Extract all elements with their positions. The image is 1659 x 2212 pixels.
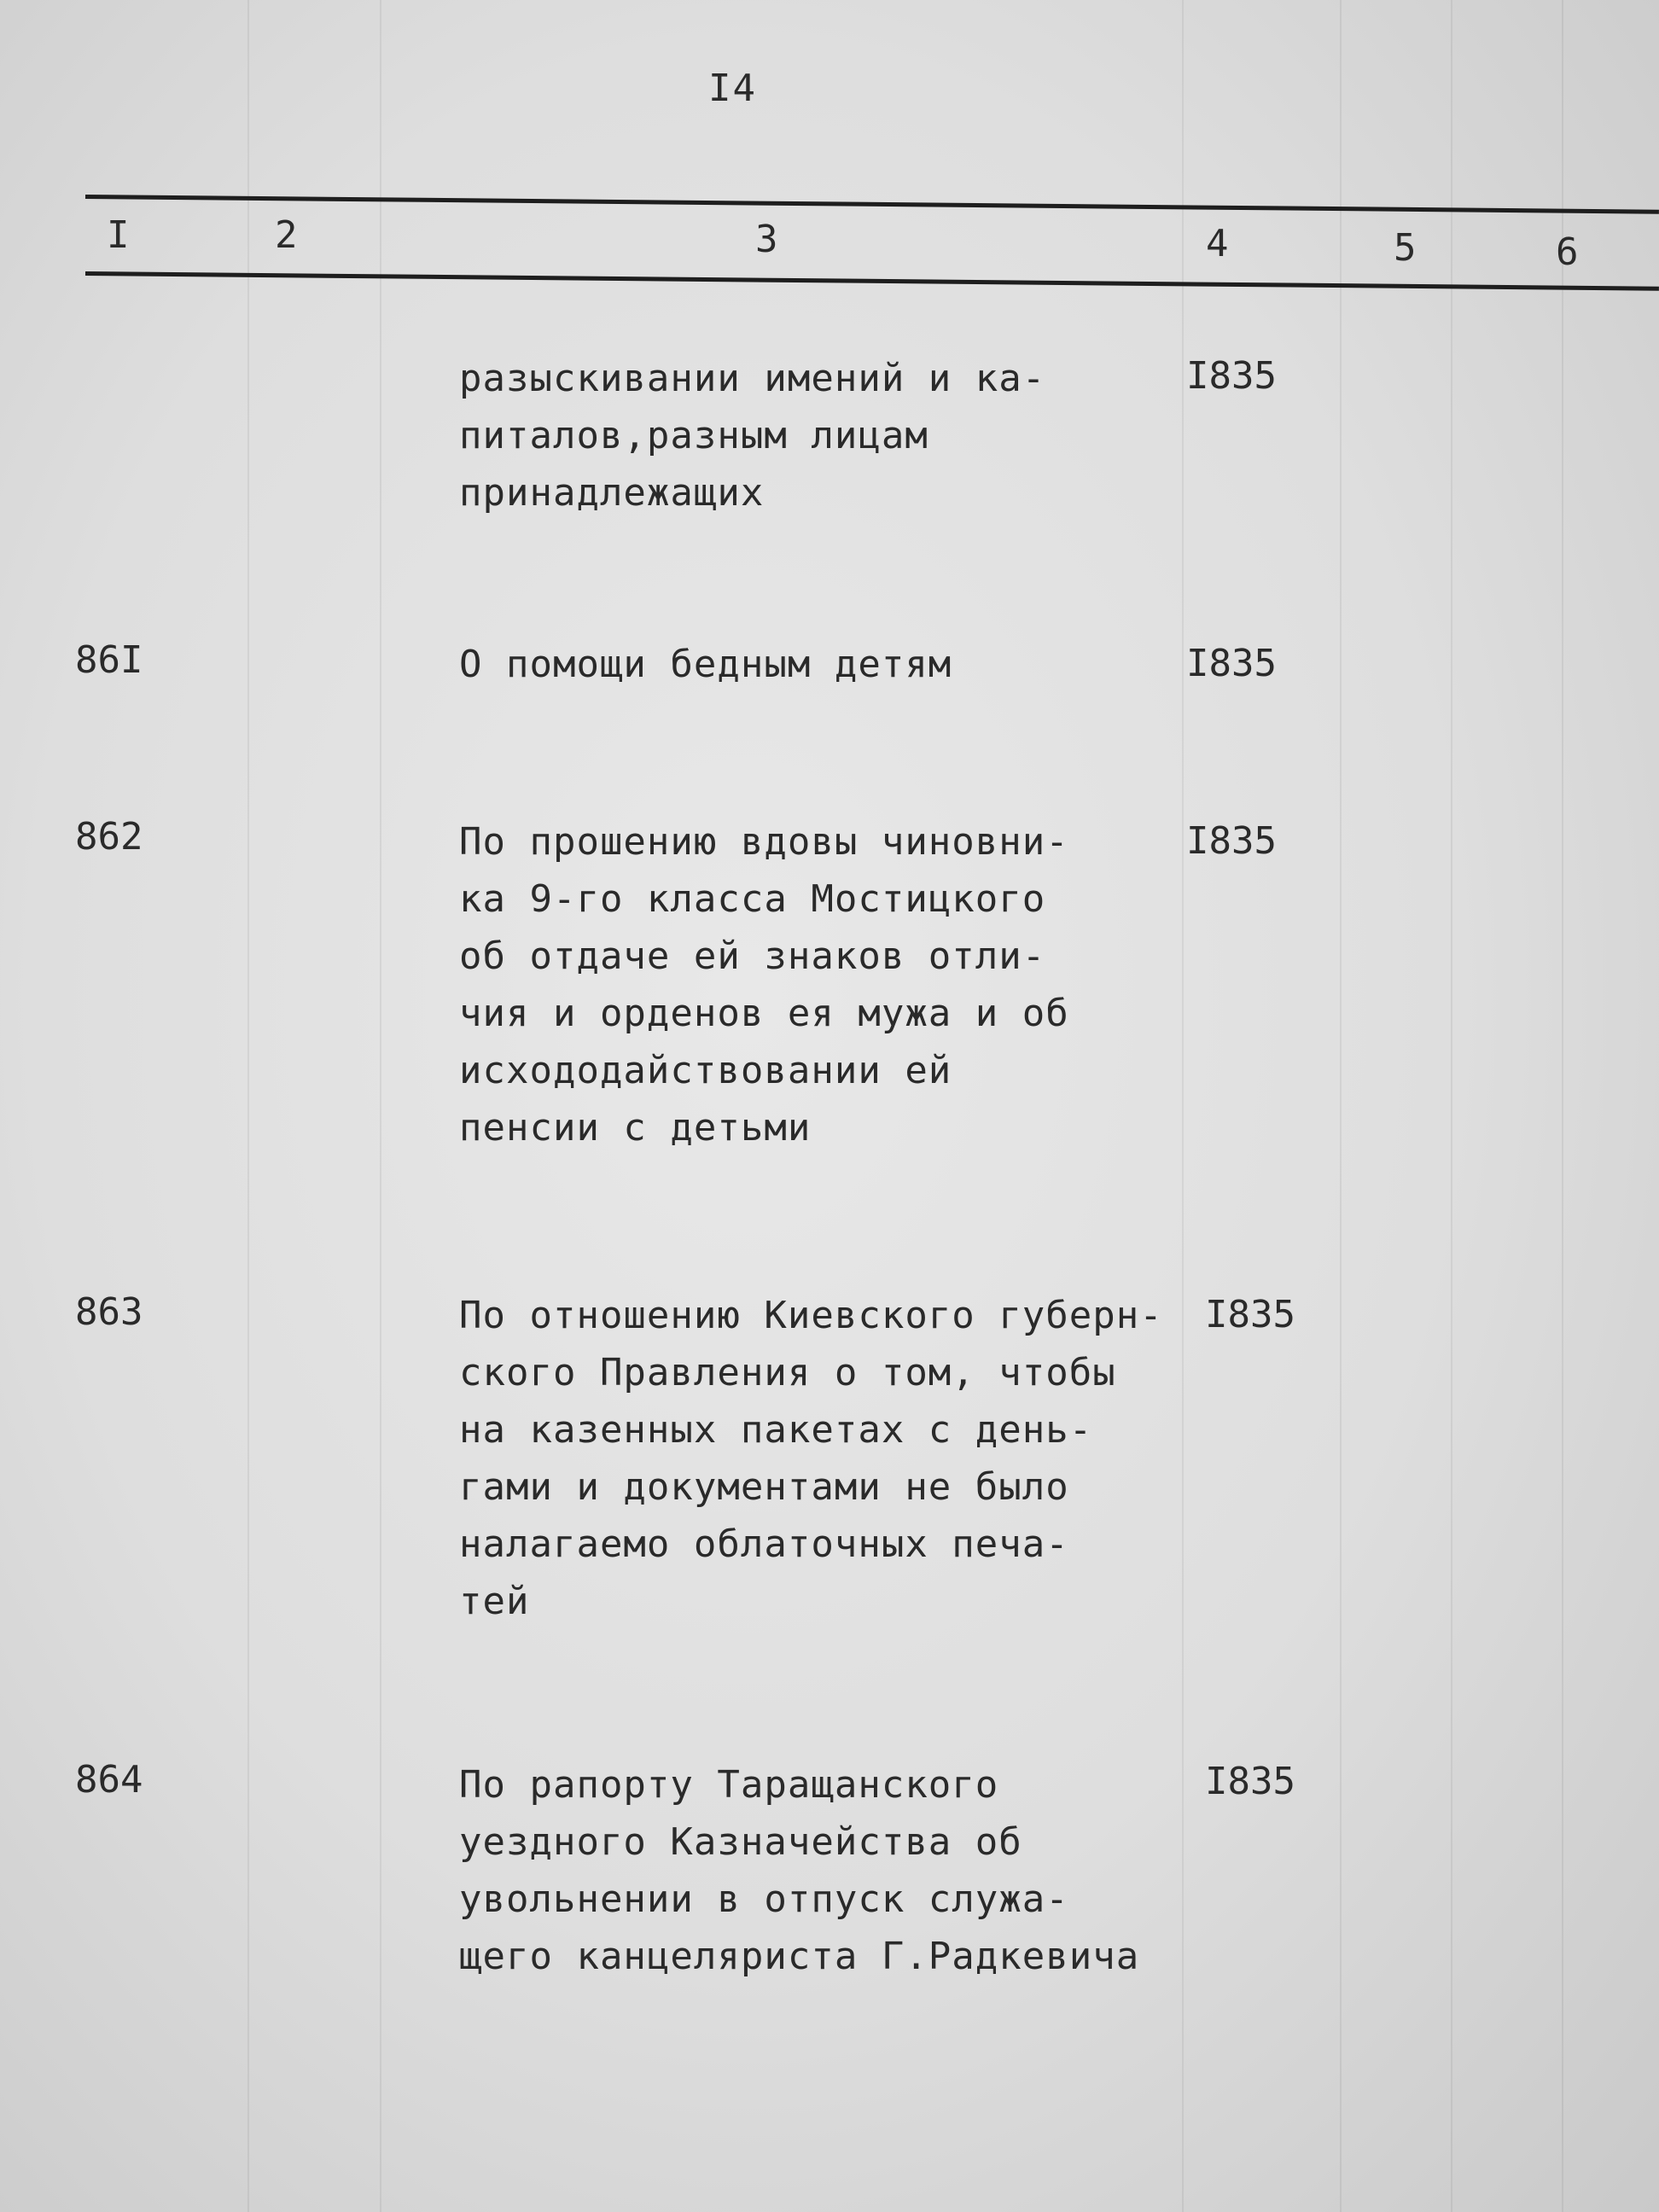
column-guide bbox=[1562, 0, 1563, 2212]
entry-description: По отношению Киевского губерн- ского Правления о том, чтобы на казенных пакетах с день- гами и документами не было налагаемо облаточных печа- тей bbox=[459, 1294, 1163, 1623]
entry-number: 862 bbox=[75, 815, 143, 859]
entry-description: О помощи бедным детям bbox=[459, 643, 952, 686]
column-header-4: 4 bbox=[1206, 222, 1229, 265]
column-guide bbox=[380, 0, 381, 2212]
entry-number: 86I bbox=[75, 638, 143, 682]
column-header-3: 3 bbox=[755, 218, 778, 261]
entry-year: I835 bbox=[1186, 819, 1277, 863]
column-guide bbox=[1451, 0, 1452, 2212]
page-number: I4 bbox=[708, 67, 757, 110]
header-rule-top bbox=[85, 195, 1659, 214]
column-header-5: 5 bbox=[1394, 226, 1417, 270]
entry-year: I835 bbox=[1205, 1760, 1295, 1803]
entry-description: По прошению вдовы чиновни- ка 9-го класса Мостицкого об отдаче ей знаков отли- чия и орденов ея мужа и об исхододайствовании ей пенсии с детьми bbox=[459, 820, 1069, 1150]
entry-year: I835 bbox=[1205, 1293, 1295, 1336]
column-header-1: I bbox=[107, 213, 130, 257]
entry-year: I835 bbox=[1186, 354, 1277, 398]
column-guide bbox=[1340, 0, 1342, 2212]
column-header-6: 6 bbox=[1556, 230, 1579, 274]
entry-description: разыскивании имений и ка- питалов,разным лицам принадлежащих bbox=[459, 357, 1046, 515]
column-header-2: 2 bbox=[275, 213, 298, 257]
entry-year: I835 bbox=[1186, 642, 1277, 685]
entry-number: 863 bbox=[75, 1290, 143, 1334]
header-rule-bottom bbox=[85, 271, 1659, 291]
entry-description: По рапорту Таращанского уездного Казначейства об увольнении в отпуск служа- щего канцеляриста Г.Радкевича bbox=[459, 1763, 1140, 1978]
column-guide bbox=[247, 0, 249, 2212]
entry-number: 864 bbox=[75, 1758, 143, 1802]
